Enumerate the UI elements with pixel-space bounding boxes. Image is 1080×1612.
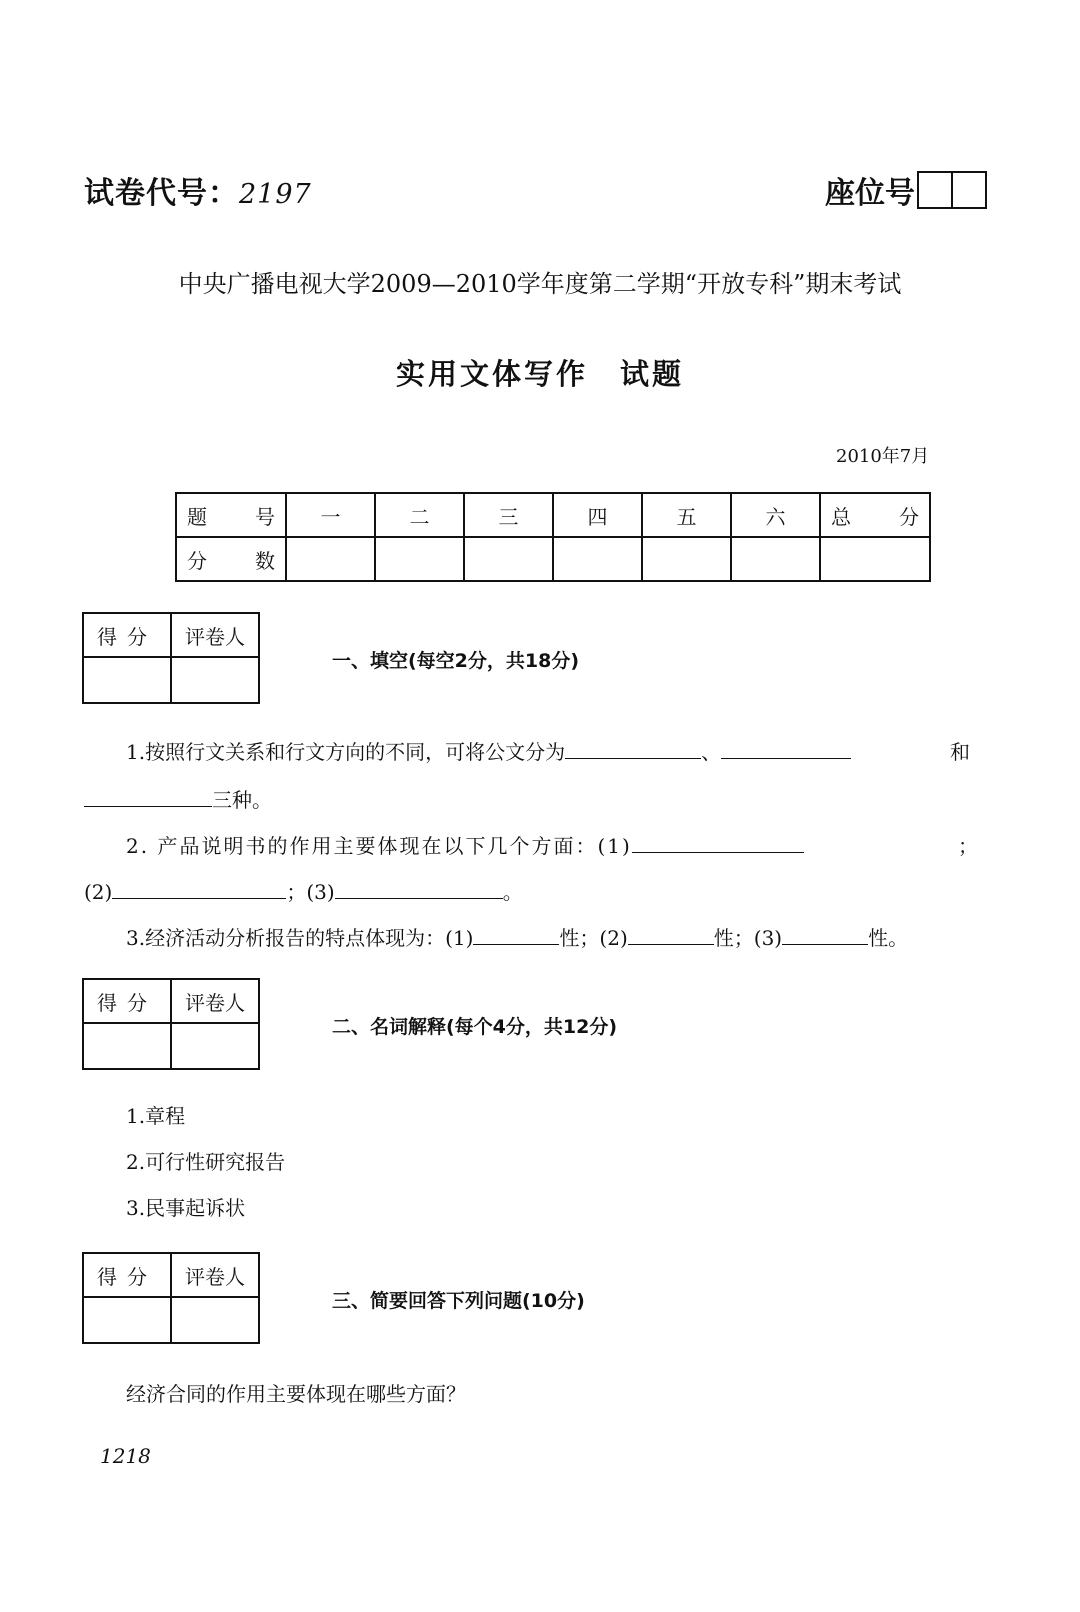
section-1-heading: 一、填空(每空2分，共18分) [332,650,580,672]
seat-number-label: 座位号 [825,176,915,211]
answer-blank[interactable] [473,924,559,945]
term-item-3: 3.民事起诉状 [126,1196,246,1220]
score-entry-cell[interactable] [83,1023,171,1069]
subject-title: 实用文体写作 试题 [395,357,684,391]
page-number: 1218 [100,1444,151,1468]
exam-date: 2010年7月 [836,446,930,467]
grader-label: 评卷人 [171,613,259,657]
exam-title: 中央广播电视大学2009—2010学年度第二学期“开放专科”期末考试 [178,270,902,298]
score-col-4: 四 [553,493,642,537]
score-cell[interactable] [820,537,930,581]
section-2-heading: 二、名词解释(每个4分，共12分) [332,1016,618,1038]
short-answer-question: 经济合同的作用主要体现在哪些方面？ [126,1382,466,1406]
score-cell[interactable] [286,537,375,581]
question-1-2-cont: (2) ；(3) 。 [84,880,523,904]
score-label: 得分 [83,613,171,657]
term-item-1: 1.章程 [126,1104,186,1128]
question-1-3: 3.经济活动分析报告的特点体现为：(1) 性；(2) 性；(3) 性。 [126,926,909,950]
answer-blank[interactable] [721,738,851,759]
question-1-1: 1.按照行文关系和行文方向的不同，可将公文分为 、 [126,736,851,765]
paper-code-number: 2197 [239,179,312,210]
answer-blank[interactable] [782,924,868,945]
score-col-5: 五 [642,493,731,537]
question-number-label: 题 号 [176,493,286,537]
grader-box-3 [82,1252,260,1344]
seat-number [825,168,987,212]
seat-number-boxes[interactable] [917,171,987,209]
total-score-label: 总 分 [820,493,930,537]
score-entry-cell[interactable] [83,1297,171,1343]
score-label: 得分 [83,979,171,1023]
answer-blank[interactable] [628,924,714,945]
grader-entry-cell[interactable] [171,657,259,703]
grader-entry-cell[interactable] [171,1297,259,1343]
term-item-2: 2.可行性研究报告 [126,1150,286,1174]
score-col-1: 一 [286,493,375,537]
paper-code [84,168,312,212]
score-cell[interactable] [464,537,553,581]
score-label: 得分 [83,1253,171,1297]
question-1-1-and: 和 [950,740,970,764]
question-1-2: 2. 产品说明书的作用主要体现在以下几个方面：(1) [126,830,804,859]
score-cell[interactable] [375,537,464,581]
section-3-heading: 三、简要回答下列问题(10分) [332,1290,585,1312]
answer-blank[interactable] [112,878,286,899]
grader-box-2 [82,978,260,1070]
score-cell[interactable] [731,537,820,581]
answer-blank[interactable] [84,786,212,807]
score-cell[interactable] [642,537,731,581]
grader-box-1 [82,612,260,704]
question-1-1-cont: 三种。 [84,784,272,813]
score-cell[interactable] [553,537,642,581]
grader-label: 评卷人 [171,979,259,1023]
score-row-label: 分 数 [176,537,286,581]
score-col-3: 三 [464,493,553,537]
score-entry-cell[interactable] [83,657,171,703]
grader-entry-cell[interactable] [171,1023,259,1069]
score-col-6: 六 [731,493,820,537]
question-1-2-semicolon: ； [958,834,978,858]
score-col-2: 二 [375,493,464,537]
answer-blank[interactable] [565,738,701,759]
paper-code-label: 试卷代号： [84,176,239,211]
grader-label: 评卷人 [171,1253,259,1297]
score-table [175,492,931,582]
answer-blank[interactable] [335,878,503,899]
answer-blank[interactable] [632,832,804,853]
